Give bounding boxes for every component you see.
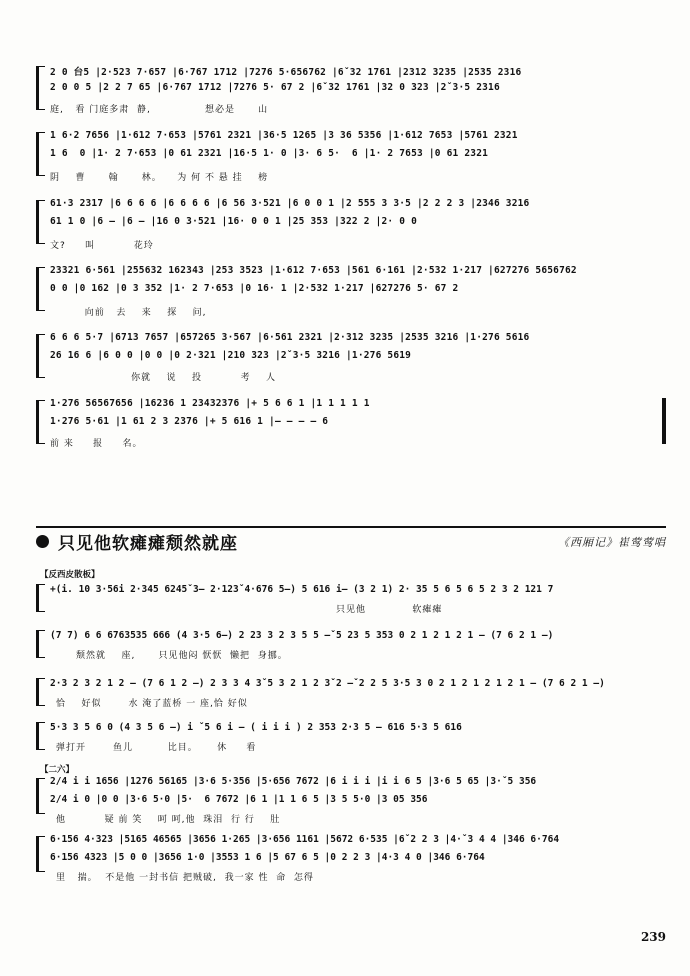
- lyrics-line: 他 疑 前 笑 呵 呵,他 珠泪 行 行 肚: [56, 815, 281, 825]
- section-tag: 【反西皮散板】: [40, 570, 100, 580]
- system-bracket: [36, 722, 45, 750]
- system-bracket: [36, 66, 45, 110]
- lyrics-line: 阴 曹 翰 林。 为 何 不 悬 挂 榜: [50, 173, 269, 183]
- music-system: [36, 265, 666, 325]
- music-system: [36, 582, 666, 626]
- music-system: [36, 64, 666, 124]
- system-bracket: [36, 630, 45, 658]
- song-source: 《西厢记》崔莺莺唱: [558, 536, 666, 549]
- music-system: [36, 332, 666, 392]
- song-title: 只见他软瘫瘫颓然就座: [58, 534, 238, 554]
- section-tag: 【二六】: [40, 765, 75, 775]
- system-bracket: [36, 132, 45, 176]
- music-system: [36, 198, 666, 258]
- notation-line: 1 6·2 7656 |1·612 7·653 |5761 2321 |36·5 1265 |3 36 5356 |1·612 7653 |5761 2321: [50, 130, 518, 141]
- notation-line: 61 1 0 |6 – |6 – |16 0 3·521 |16· 0 0 1 |25 353 |322 2 |2· 0 0: [50, 216, 418, 227]
- music-system: [36, 628, 666, 672]
- system-bracket: [36, 836, 45, 872]
- notation-line: 2/4 i 0 |0 0 |3·6 5·0 |5· 6 7672 |6 1 |1 1 6 5 |3 5 5·0 |3 05 356: [50, 794, 428, 805]
- lyrics-line: 颓然就 座, 只见他闷 恹恹 懒把 身挪。: [76, 651, 288, 661]
- lyrics-line: 庭, 看 门庭多肃 静, 想必是 山: [50, 105, 269, 115]
- notation-line: +(i. 10 3·56i 2·345 6245ˇ3– 2·123ˇ4·676 5–) 5 616 i– (3 2 1) 2· 35 5 6 5 6 5 2 3 2 121 7: [50, 584, 554, 595]
- notation-line: 2·3 2 3 2 1 2 – (7 6 1 2 –) 2 3 3 4 3ˇ5 3 2 1 2 3ˇ2 –ˇ2 2 5 3·5 3 0 2 1 2 1 2 1 2 1 – (7 6 2 1 –): [50, 678, 605, 689]
- notation-line: 23321 6·561 |255632 162343 |253 3523 |1·612 7·653 |561 6·161 |2·532 1·217 |627276 5656762: [50, 265, 577, 276]
- notation-line: 2 0 0 5 |2 2 7 65 |6·767 1712 |7276 5· 67 2 |6ˇ32 1761 |32 0 323 |2ˇ3·5 2316: [50, 82, 500, 93]
- notation-line: 6 6 6 5·7 |6713 7657 |657265 3·567 |6·561 2321 |2·312 3235 |2535 3216 |1·276 5616: [50, 332, 530, 343]
- lyrics-line: 前 来 报 名。: [50, 439, 143, 449]
- notation-line: 26 16 6 |6 0 0 |0 0 |0 2·321 |210 323 |2ˇ3·5 3216 |1·276 5619: [50, 350, 412, 361]
- lyrics-line: 文? 叫 花玲: [50, 241, 154, 251]
- notation-line: 5·3 3 5 6 0 (4 3 5 6 –) i ˇ5 6 i – ( i i i ) 2 353 2·3 5 – 616 5·3 5 616: [50, 722, 462, 733]
- song-header: [36, 524, 666, 554]
- system-bracket: [36, 334, 45, 378]
- lyrics-line: 恰 好似 水 淹了蓝桥 一 座,恰 好似: [56, 699, 248, 709]
- lyrics-line: 向前 去 来 探 问,: [50, 308, 207, 318]
- lyrics-line: 只见他 软瘫瘫: [336, 605, 443, 615]
- page-number: 239: [640, 930, 666, 944]
- notation-line: 6·156 4·323 |5165 46565 |3656 1·265 |3·656 1161 |5672 6·535 |6ˇ2 2 3 |4·ˇ3 4 4 |346 6·764: [50, 834, 560, 845]
- system-bracket: [36, 400, 45, 444]
- lyrics-line: 你就 说 投 考 人: [50, 373, 277, 383]
- system-bracket: [36, 584, 45, 612]
- notation-line: (7 7) 6 6 6763535 666 (4 3·5 6–) 2 23 3 2 3 5 5 –ˇ5 23 5 353 0 2 1 2 1 2 1 – (7 6 2 1 –): [50, 630, 554, 641]
- music-system: [36, 130, 666, 190]
- music-system: [36, 676, 666, 720]
- notation-line: 0 0 |0 162 |0 3 352 |1· 2 7·653 |0 16· 1 |2·532 1·217 |627276 5· 67 2: [50, 283, 459, 294]
- notation-line: 1·276 5·61 |1 61 2 3 2376 |+ 5 616 1 |– – – – 6: [50, 416, 329, 427]
- lyrics-line: 里 揣。 不是他 一封书信 把贼破, 我一家 性 命 怎得: [56, 873, 314, 883]
- notation-line: 6·156 4323 |5 0 0 |3656 1·0 |3553 1 6 |5 67 6 5 |0 2 2 3 |4·3 4 0 |346 6·764: [50, 852, 485, 863]
- music-system: [36, 398, 666, 458]
- system-bracket: [36, 678, 45, 706]
- bullet-icon: [36, 535, 49, 548]
- music-system: [36, 834, 666, 886]
- notation-line: 1 6 0 |1· 2 7·653 |0 61 2321 |16·5 1· 0 |3· 6 5· 6 |1· 2 7653 |0 61 2321: [50, 148, 489, 159]
- notation-line: 1·276 56567656 |16236 1 23432376 |+ 5 6 6 1 |1 1 1 1 1: [50, 398, 370, 409]
- music-system: [36, 776, 666, 828]
- notation-line: 2/4 i i 1656 |1276 56165 |3·6 5·356 |5·656 7672 |6 i i i |i i 6 5 |3·6 5 65 |3·ˇ5 356: [50, 776, 537, 787]
- system-bracket: [36, 267, 45, 311]
- system-bracket: [36, 778, 45, 814]
- system-bracket: [36, 200, 45, 244]
- notation-line: 2 0 台5 |2·523 7·657 |6·767 1712 |7276 5·656762 |6ˇ32 1761 |2312 3235 |2535 2316: [50, 67, 522, 78]
- final-barline: [662, 398, 666, 444]
- notation-line: 61·3 2317 |6 6 6 6 |6 6 6 6 |6 56 3·521 |6 0 0 1 |2 555 3 3·5 |2 2 2 3 |2346 3216: [50, 198, 530, 209]
- music-system: [36, 720, 666, 764]
- lyrics-line: 弹打开 鱼儿 比目。 休 看: [56, 743, 257, 753]
